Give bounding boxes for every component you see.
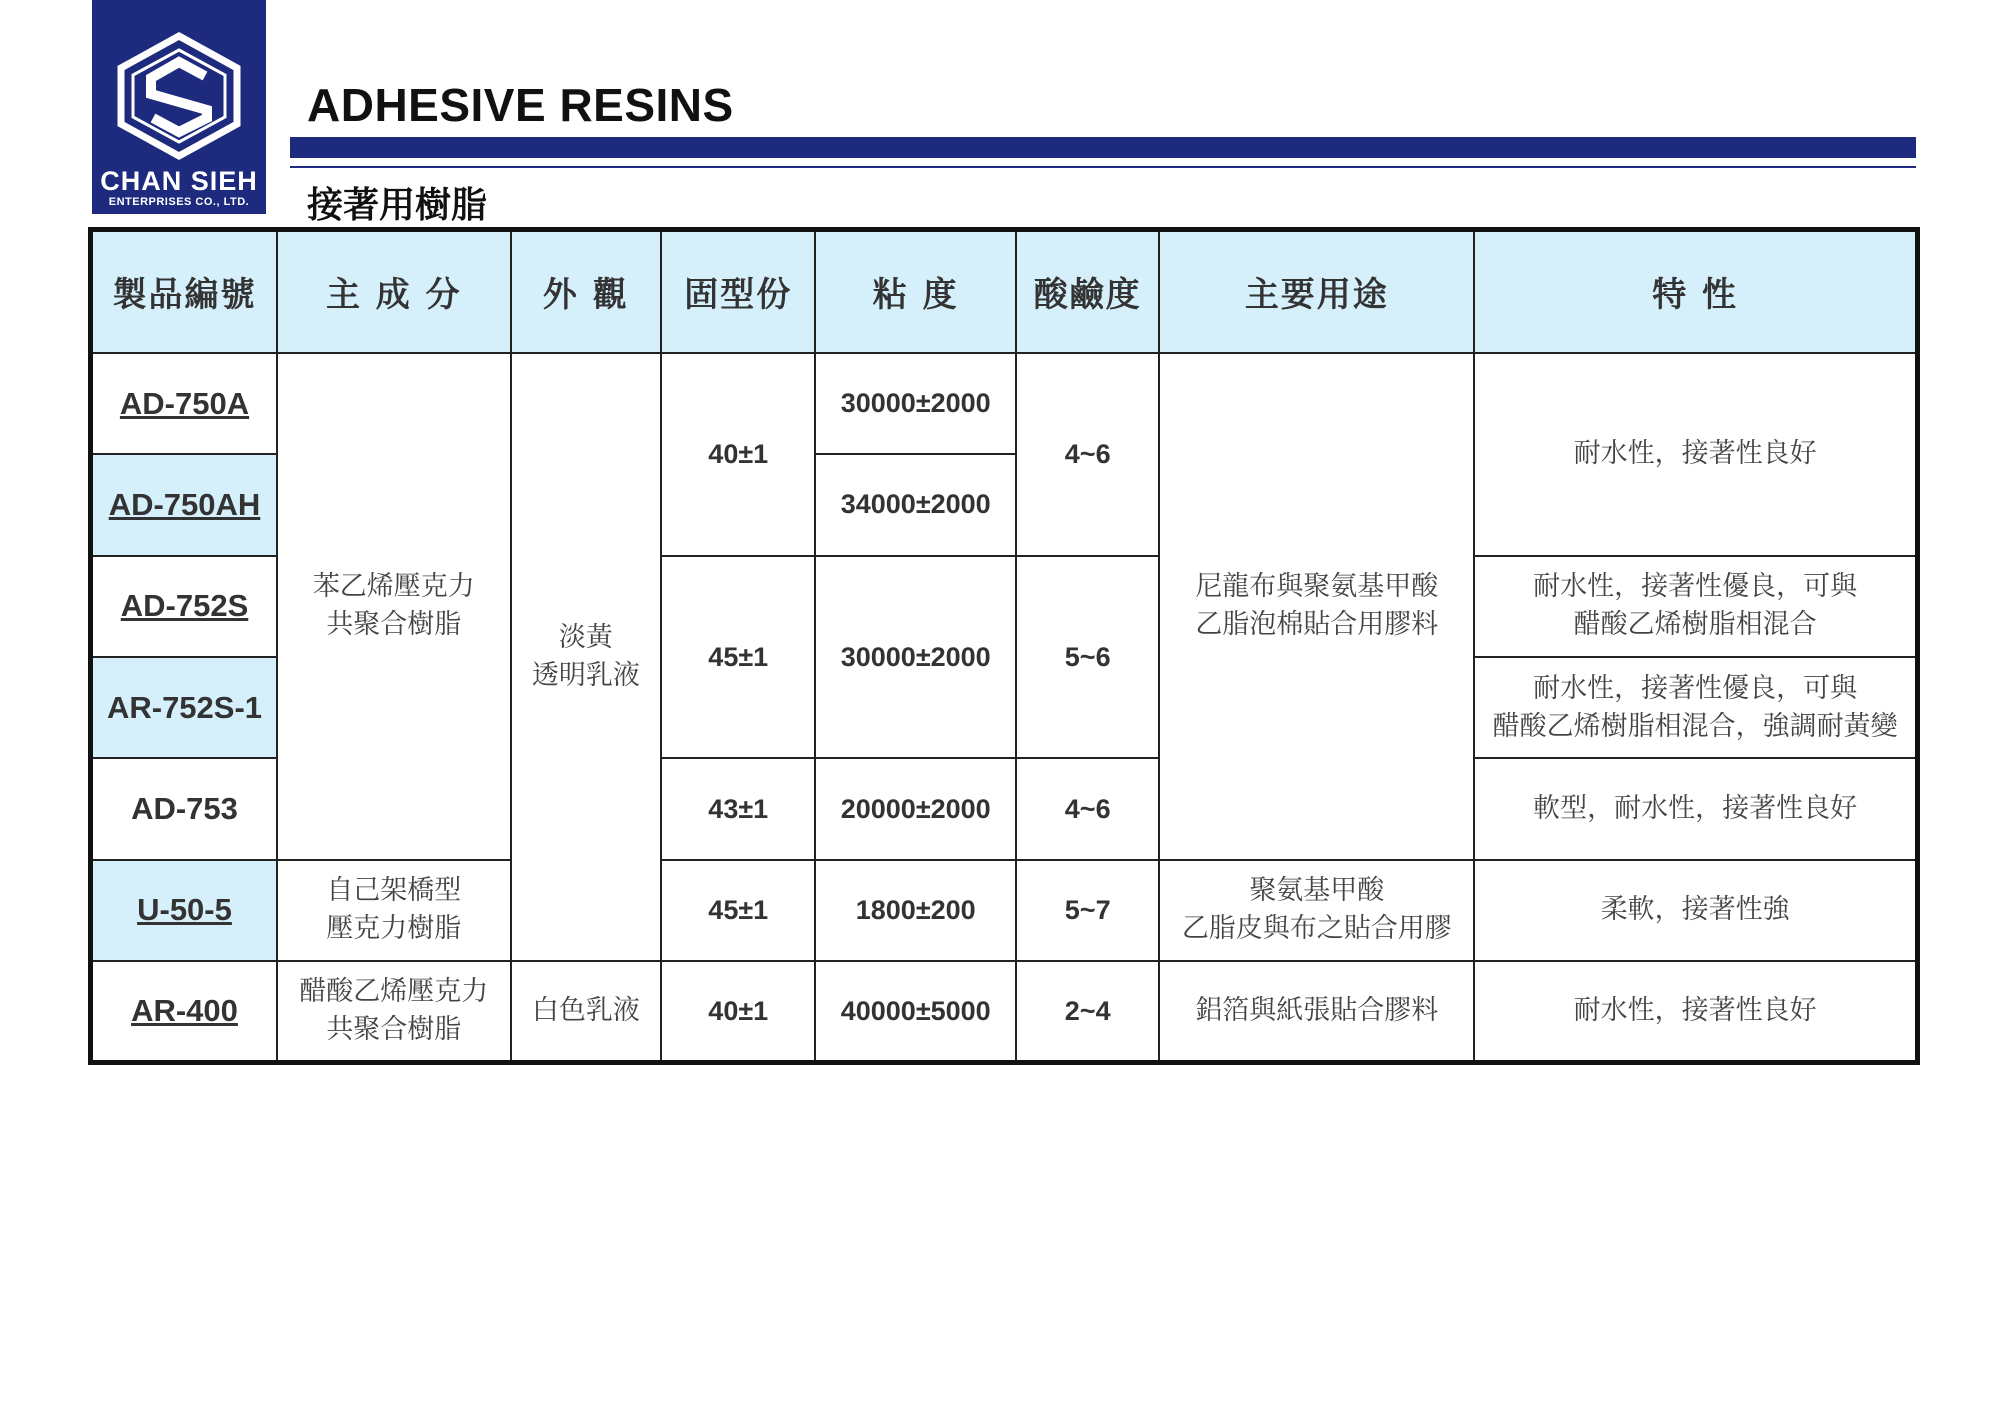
ph-cell: 4~6 bbox=[1016, 758, 1159, 859]
company-logo bbox=[92, 0, 266, 214]
product-code-link[interactable]: AD-752S bbox=[91, 556, 278, 657]
composition-cell: 苯乙烯壓克力 共聚合樹脂 bbox=[277, 353, 511, 860]
product-code: AD-753 bbox=[91, 758, 278, 859]
features-cell: 耐水性，接著性良好 bbox=[1474, 961, 1917, 1062]
column-header: 固型份 bbox=[661, 230, 815, 353]
viscosity-cell: 34000±2000 bbox=[815, 454, 1016, 555]
features-cell: 柔軟，接著性強 bbox=[1474, 860, 1917, 961]
appearance-cell: 淡黃 透明乳液 bbox=[511, 353, 661, 961]
usage-cell: 尼龍布與聚氨基甲酸 乙脂泡棉貼合用膠料 bbox=[1159, 353, 1474, 860]
column-header: 特 性 bbox=[1474, 230, 1917, 353]
viscosity-cell: 20000±2000 bbox=[815, 758, 1016, 859]
solids-cell: 43±1 bbox=[661, 758, 815, 859]
solids-cell: 45±1 bbox=[661, 860, 815, 961]
solids-cell: 40±1 bbox=[661, 961, 815, 1062]
ph-cell: 5~7 bbox=[1016, 860, 1159, 961]
brand-subtitle: ENTERPRISES CO., LTD. bbox=[108, 196, 250, 208]
table-row bbox=[91, 860, 1918, 961]
usage-cell: 鋁箔與紙張貼合膠料 bbox=[1159, 961, 1474, 1062]
viscosity-cell: 40000±5000 bbox=[815, 961, 1016, 1062]
product-spec-table bbox=[88, 227, 1920, 1065]
column-header: 粘 度 bbox=[815, 230, 1016, 353]
features-cell: 軟型，耐水性，接著性良好 bbox=[1474, 758, 1917, 859]
column-header: 主 成 分 bbox=[277, 230, 511, 353]
product-code-link[interactable]: U-50-5 bbox=[91, 860, 278, 961]
chan-sieh-emblem-icon bbox=[111, 32, 247, 160]
column-header: 外 觀 bbox=[511, 230, 661, 353]
appearance-cell: 白色乳液 bbox=[511, 961, 661, 1062]
product-code-link[interactable]: AD-750A bbox=[91, 353, 278, 454]
ph-cell: 4~6 bbox=[1016, 353, 1159, 556]
composition-cell: 醋酸乙烯壓克力 共聚合樹脂 bbox=[277, 961, 511, 1062]
column-header: 製品編號 bbox=[91, 230, 278, 353]
viscosity-cell: 1800±200 bbox=[815, 860, 1016, 961]
column-header: 酸鹼度 bbox=[1016, 230, 1159, 353]
product-code: AR-752S-1 bbox=[91, 657, 278, 758]
viscosity-cell: 30000±2000 bbox=[815, 556, 1016, 759]
features-cell: 耐水性，接著性優良，可與 醋酸乙烯樹脂相混合，強調耐黃變 bbox=[1474, 657, 1917, 758]
table-row bbox=[91, 961, 1918, 1062]
brand-name: CHAN SIEH bbox=[100, 166, 258, 196]
usage-cell: 聚氨基甲酸 乙脂皮與布之貼合用膠 bbox=[1159, 860, 1474, 961]
column-header: 主要用途 bbox=[1159, 230, 1474, 353]
title-divider-thick bbox=[290, 137, 1916, 158]
title-divider-thin bbox=[290, 166, 1916, 168]
table-header-row bbox=[91, 230, 1918, 353]
solids-cell: 40±1 bbox=[661, 353, 815, 556]
ph-cell: 2~4 bbox=[1016, 961, 1159, 1062]
page-subtitle: 接著用樹脂 bbox=[307, 185, 488, 226]
ph-cell: 5~6 bbox=[1016, 556, 1159, 759]
table-row bbox=[91, 353, 1918, 454]
features-cell: 耐水性，接著性優良，可與 醋酸乙烯樹脂相混合 bbox=[1474, 556, 1917, 657]
composition-cell: 自己架橋型 壓克力樹脂 bbox=[277, 860, 511, 961]
product-code-link[interactable]: AD-750AH bbox=[91, 454, 278, 555]
features-cell: 耐水性，接著性良好 bbox=[1474, 353, 1917, 556]
viscosity-cell: 30000±2000 bbox=[815, 353, 1016, 454]
product-code-link[interactable]: AR-400 bbox=[91, 961, 278, 1062]
page-title: ADHESIVE RESINS bbox=[307, 79, 734, 131]
solids-cell: 45±1 bbox=[661, 556, 815, 759]
